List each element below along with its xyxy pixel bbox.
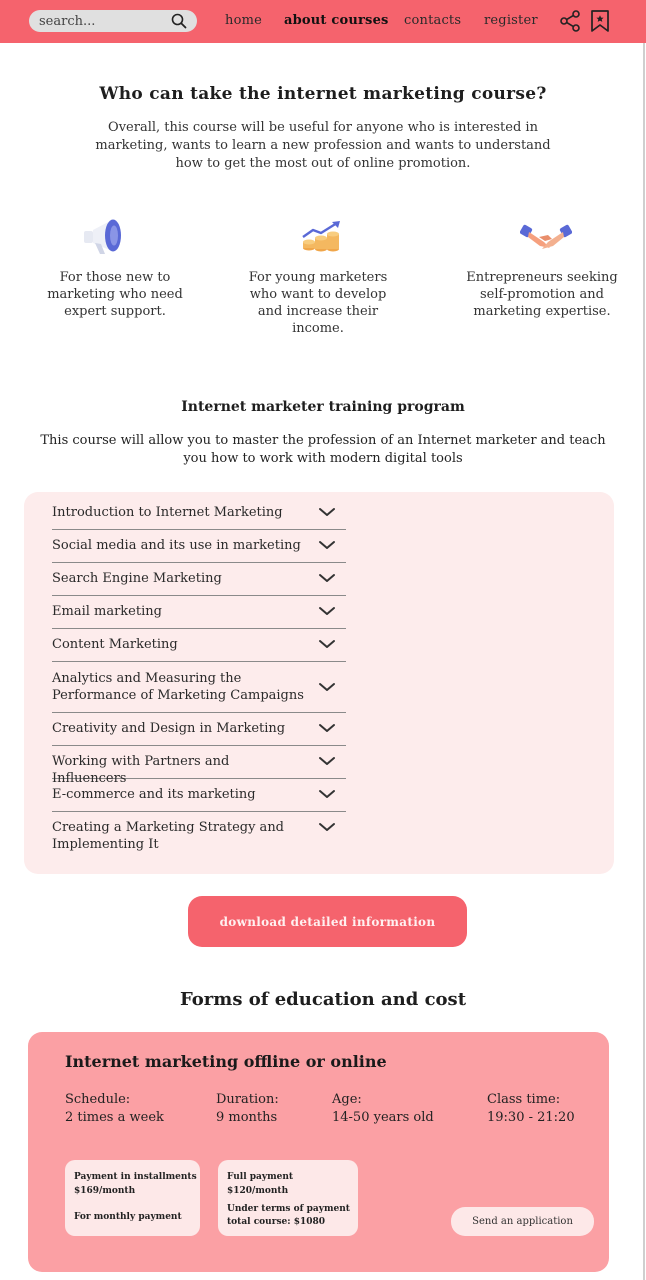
chevron-down-icon[interactable] bbox=[318, 788, 336, 800]
intro-line: Overall, this course will be useful for anyone who is interested in bbox=[108, 120, 538, 135]
module-label bbox=[52, 819, 307, 853]
audience-line: marketing who need bbox=[47, 287, 183, 302]
audience-line: expert support. bbox=[64, 304, 166, 319]
download-info-button[interactable]: download detailed information bbox=[188, 896, 467, 947]
module-item[interactable] bbox=[52, 812, 346, 862]
page-title: Who can take the internet marketing course? bbox=[99, 84, 547, 104]
chevron-down-icon[interactable] bbox=[318, 722, 336, 734]
duration-label: Duration: bbox=[216, 1092, 279, 1107]
module-item[interactable] bbox=[52, 746, 346, 786]
megaphone-icon bbox=[82, 215, 130, 257]
chevron-down-icon[interactable] bbox=[318, 821, 336, 833]
intro-line: marketing, wants to learn a new profession and wants to understand bbox=[95, 138, 551, 153]
audience-line: For young marketers bbox=[248, 270, 388, 285]
chevron-down-icon[interactable] bbox=[318, 638, 336, 650]
module-label bbox=[52, 670, 307, 704]
module-item[interactable] bbox=[52, 497, 346, 530]
module-label: Creativity and Design in Marketing bbox=[52, 721, 286, 736]
module-item[interactable] bbox=[52, 563, 346, 596]
nav-link-contacts[interactable]: contacts bbox=[404, 13, 462, 28]
module-label: Working with Partners and Influencers bbox=[52, 754, 230, 786]
chevron-down-icon[interactable] bbox=[318, 506, 336, 518]
age-value: 14-50 years old bbox=[332, 1110, 434, 1125]
module-item[interactable] bbox=[52, 530, 346, 563]
growth-chart-icon bbox=[299, 220, 343, 254]
installments-price: $169/month bbox=[74, 1186, 136, 1196]
audience-line: income. bbox=[292, 321, 344, 336]
full-payment-total: total course: $1080 bbox=[227, 1217, 326, 1227]
module-item[interactable] bbox=[52, 662, 346, 713]
bookmark-icon[interactable] bbox=[588, 9, 612, 33]
audience-line: marketing expertise. bbox=[473, 304, 611, 319]
module-label: E-commerce and its marketing bbox=[52, 787, 256, 802]
program-line: This course will allow you to master the profession of an Internet marketer and teach bbox=[40, 433, 606, 448]
nav-link-register[interactable]: register bbox=[484, 13, 538, 28]
nav-link-about-courses[interactable]: about courses bbox=[284, 13, 389, 28]
module-label: Social media and its use in marketing bbox=[52, 538, 301, 553]
module-item[interactable] bbox=[52, 629, 346, 662]
share-icon[interactable] bbox=[558, 9, 582, 33]
audience-item bbox=[22, 269, 208, 320]
module-item[interactable] bbox=[52, 596, 346, 629]
schedule-value: 2 times a week bbox=[65, 1110, 164, 1125]
scrollbar-edge bbox=[643, 43, 645, 1280]
intro-paragraph bbox=[40, 119, 606, 173]
module-label-line: Creating a Marketing Strategy and bbox=[52, 820, 285, 835]
module-label-line: Implementing It bbox=[52, 837, 159, 852]
module-label-line: Analytics and Measuring the bbox=[52, 671, 242, 686]
program-description bbox=[10, 432, 636, 468]
class-time-label: Class time: bbox=[487, 1092, 561, 1107]
audience-item bbox=[228, 269, 408, 337]
class-time-value: 19:30 - 21:20 bbox=[487, 1110, 575, 1125]
audience-line: For those new to bbox=[59, 270, 171, 285]
chevron-down-icon[interactable] bbox=[318, 755, 336, 767]
module-label-line: Performance of Marketing Campaigns bbox=[52, 688, 304, 703]
module-label: Content Marketing bbox=[52, 637, 178, 652]
handshake-icon bbox=[520, 222, 572, 254]
top-nav bbox=[0, 0, 646, 43]
module-label: Introduction to Internet Marketing bbox=[52, 505, 283, 520]
audience-item bbox=[450, 269, 634, 320]
pricing-title: Forms of education and cost bbox=[179, 989, 467, 1010]
module-label: Email marketing bbox=[52, 604, 162, 619]
chevron-down-icon[interactable] bbox=[318, 539, 336, 551]
full-payment-title: Full payment bbox=[227, 1172, 294, 1182]
schedule-label: Schedule: bbox=[65, 1092, 131, 1107]
chevron-down-icon[interactable] bbox=[318, 572, 336, 584]
module-label: Search Engine Marketing bbox=[52, 571, 222, 586]
audience-line: self-promotion and bbox=[480, 287, 604, 302]
intro-line: how to get the most out of online promotion. bbox=[175, 156, 471, 171]
search-box[interactable] bbox=[29, 10, 197, 32]
card-title: Internet marketing offline or online bbox=[65, 1052, 387, 1071]
audience-line: who want to develop bbox=[249, 287, 387, 302]
program-line: you how to work with modern digital tools bbox=[183, 451, 463, 466]
audience-line: and increase their bbox=[257, 304, 379, 319]
search-icon[interactable] bbox=[171, 13, 187, 29]
full-payment-price: $120/month bbox=[227, 1186, 289, 1196]
installments-note: For monthly payment bbox=[74, 1212, 182, 1222]
program-title: Internet marketer training program bbox=[181, 399, 465, 415]
search-input[interactable] bbox=[39, 12, 164, 30]
module-item[interactable] bbox=[52, 779, 346, 812]
duration-value: 9 months bbox=[216, 1110, 278, 1125]
module-item[interactable] bbox=[52, 713, 346, 746]
audience-line: Entrepreneurs seeking bbox=[466, 270, 618, 285]
chevron-down-icon[interactable] bbox=[318, 605, 336, 617]
send-application-button[interactable]: Send an application bbox=[451, 1207, 594, 1236]
installments-title: Payment in installments bbox=[74, 1172, 197, 1182]
chevron-down-icon[interactable] bbox=[318, 681, 336, 693]
full-payment-note: Under terms of payment bbox=[227, 1204, 350, 1214]
age-label: Age: bbox=[332, 1092, 362, 1107]
nav-link-home[interactable]: home bbox=[225, 13, 263, 28]
